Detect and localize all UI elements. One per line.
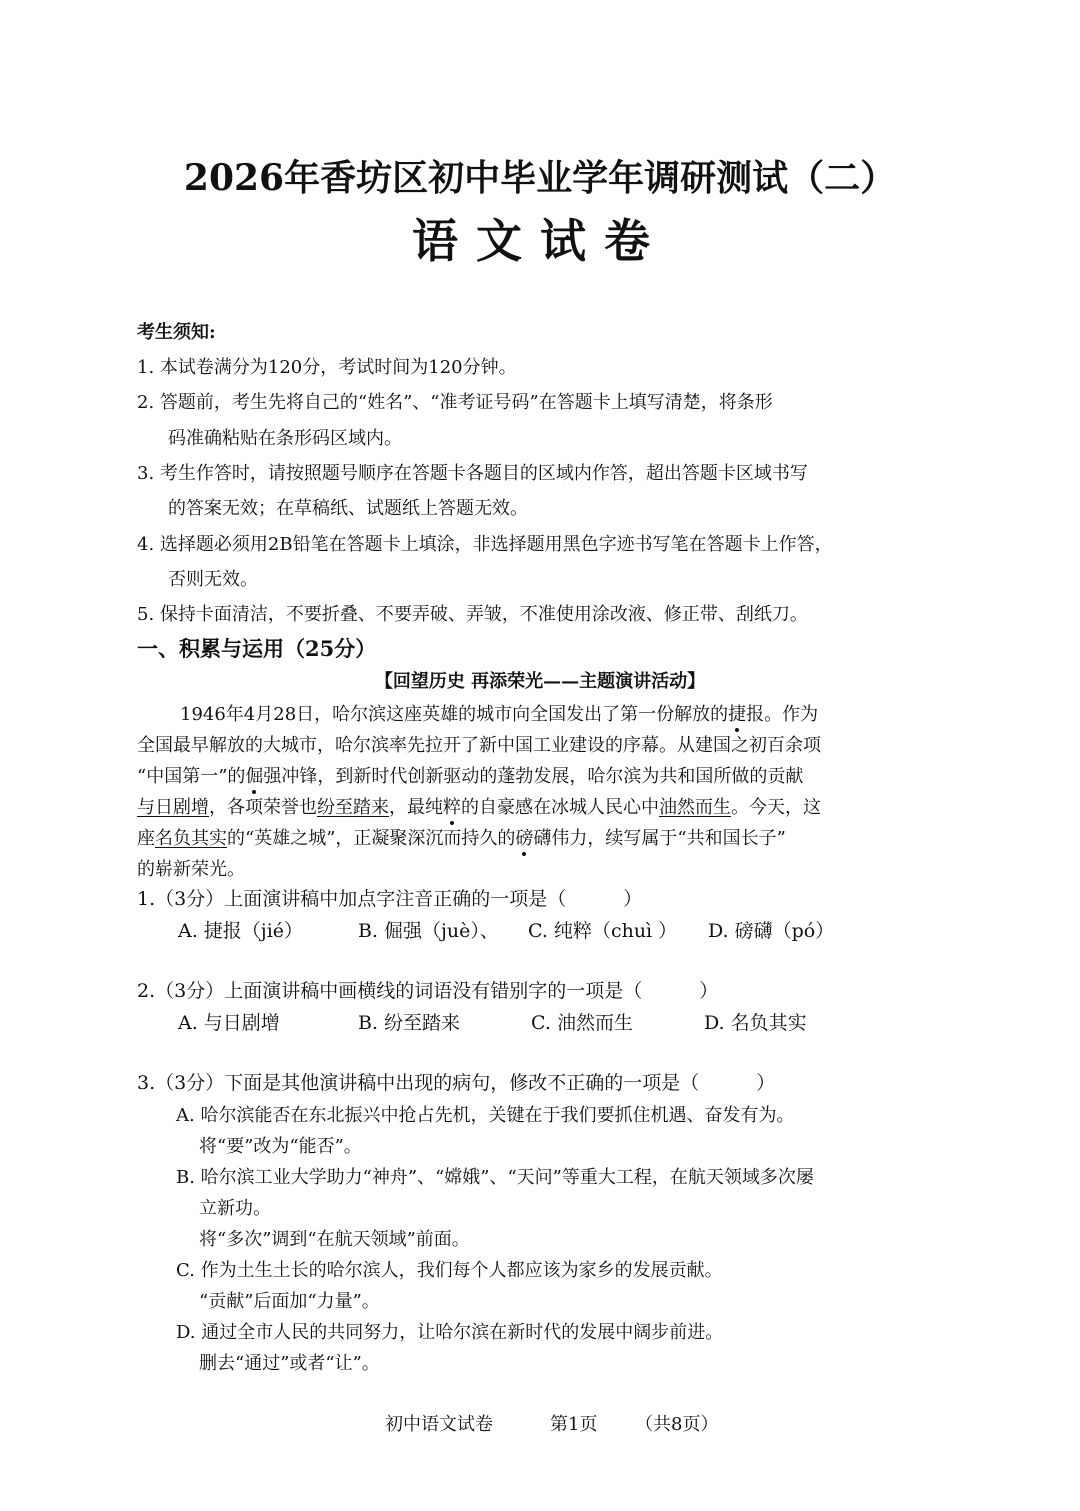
q1-stem: 1.（3分）上面演讲稿中加点字注音正确的一项是（ ） <box>137 888 643 910</box>
dotted-char: 粹 <box>443 793 461 819</box>
q3-option-c: C. 作为土生土长的哈尔滨人，我们每个人都应该为家乡的发展贡献。 <box>176 1260 723 1281</box>
underlined-word: 与日剧增 <box>137 797 209 818</box>
q1-option-c: C. 纯粹（chuì ） <box>528 920 678 942</box>
q3-option-b: B. 哈尔滨工业大学助力“神舟”、“嫦娥”、“天问”等重大工程，在航天领域多次屡 <box>176 1167 814 1188</box>
underlined-word: 纷至踏来 <box>317 797 389 818</box>
underlined-word: 油然而生 <box>659 797 731 818</box>
dotted-char: 磅 <box>515 824 533 850</box>
passage-line-6: 的崭新荣光。 <box>137 859 245 880</box>
notice-item-4: 4. 选择题必须用2B铅笔在答题卡上填涂，非选择题用黑色字迹书写笔在答题卡上作答， <box>137 534 833 555</box>
q3-option-b-cont: 立新功。 <box>199 1198 271 1219</box>
q1-option-b: B. 倔强（juè）、 <box>358 920 499 942</box>
q3-stem: 3.（3分）下面是其他演讲稿中出现的病句，修改不正确的一项是（ ） <box>137 1072 776 1094</box>
q1-option-a: A. 捷报（jié） <box>178 920 304 942</box>
q2-option-d: D. 名负其实 <box>704 1012 807 1034</box>
exam-title: 2026年香坊区初中毕业学年调研测试（二） <box>183 157 897 199</box>
notice-heading: 考生须知: <box>137 322 216 343</box>
notice-item-2: 2. 答题前，考生先将自己的“姓名”、“准考证号码”在答题卡上填写清楚，将条形 <box>137 392 773 413</box>
passage-line-5: 座名负其实的“英雄之城”，正凝聚深沉而持久的磅礴伟力，续写属于“共和国长子” <box>137 824 786 850</box>
q2-option-a: A. 与日剧增 <box>178 1012 280 1034</box>
notice-item-3: 3. 考生作答时，请按照题号顺序在答题卡各题目的区域内作答，超出答题卡区域书写 <box>137 463 808 484</box>
notice-item-3-cont: 的答案无效；在草稿纸、试题纸上答题无效。 <box>168 498 528 519</box>
notice-item-4-cont: 否则无效。 <box>168 569 258 590</box>
passage-line-3: “中国第一”的倔强冲锋，到新时代创新驱动的蓬勃发展，哈尔滨为共和国所做的贡献 <box>137 762 803 788</box>
q1-option-d: D. 磅礴（pó） <box>708 920 835 942</box>
dotted-char: 捷 <box>728 700 746 726</box>
q2-stem: 2.（3分）上面演讲稿中画横线的词语没有错别字的一项是（ ） <box>137 980 719 1002</box>
notice-item-5: 5. 保持卡面清洁，不要折叠、不要弄破、弄皱，不准使用涂改液、修正带、刮纸刀。 <box>137 604 808 625</box>
passage-line-1: 1946年4月28日，哈尔滨这座英雄的城市向全国发出了第一份解放的捷报。作为 <box>180 700 818 726</box>
q3-option-d: D. 通过全市人民的共同努力，让哈尔滨在新时代的发展中阔步前进。 <box>176 1322 724 1343</box>
exam-subtitle: 语文试卷 <box>412 214 668 268</box>
q2-option-b: B. 纷至踏来 <box>358 1012 461 1034</box>
passage-line-4: 与日剧增，各项荣誉也纷至踏来，最纯粹的自豪感在冰城人民心中油然而生。今天，这 <box>137 793 821 819</box>
passage-line-2: 全国最早解放的大城市，哈尔滨率先拉开了新中国工业建设的序幕。从建国之初百余项 <box>137 735 821 756</box>
footer-page: 第1页 <box>550 1414 598 1435</box>
section-heading: 一、积累与运用（25分） <box>137 636 377 661</box>
dotted-char: 倔 <box>245 762 263 788</box>
notice-item-1: 1. 本试卷满分为120分，考试时间为120分钟。 <box>137 357 517 378</box>
q3-option-a: A. 哈尔滨能否在东北振兴中抢占先机，关键在于我们要抓住机遇、奋发有为。 <box>176 1105 795 1126</box>
q3-option-b-fix: 将“多次”调到“在航天领域”前面。 <box>199 1229 470 1250</box>
footer-label: 初中语文试卷 <box>385 1414 493 1435</box>
underlined-word: 名负其实 <box>155 828 227 849</box>
q3-option-c-fix: “贡献”后面加“力量”。 <box>199 1291 380 1312</box>
q3-option-a-fix: 将“要”改为“能否”。 <box>199 1136 362 1157</box>
q2-option-c: C. 油然而生 <box>531 1012 633 1034</box>
q3-option-d-fix: 删去“通过”或者“让”。 <box>199 1353 380 1374</box>
footer-total: （共8页） <box>635 1414 719 1435</box>
activity-title: 【回望历史 再添荣光——主题演讲活动】 <box>374 671 706 692</box>
notice-item-2-cont: 码准确粘贴在条形码区域内。 <box>168 428 402 449</box>
